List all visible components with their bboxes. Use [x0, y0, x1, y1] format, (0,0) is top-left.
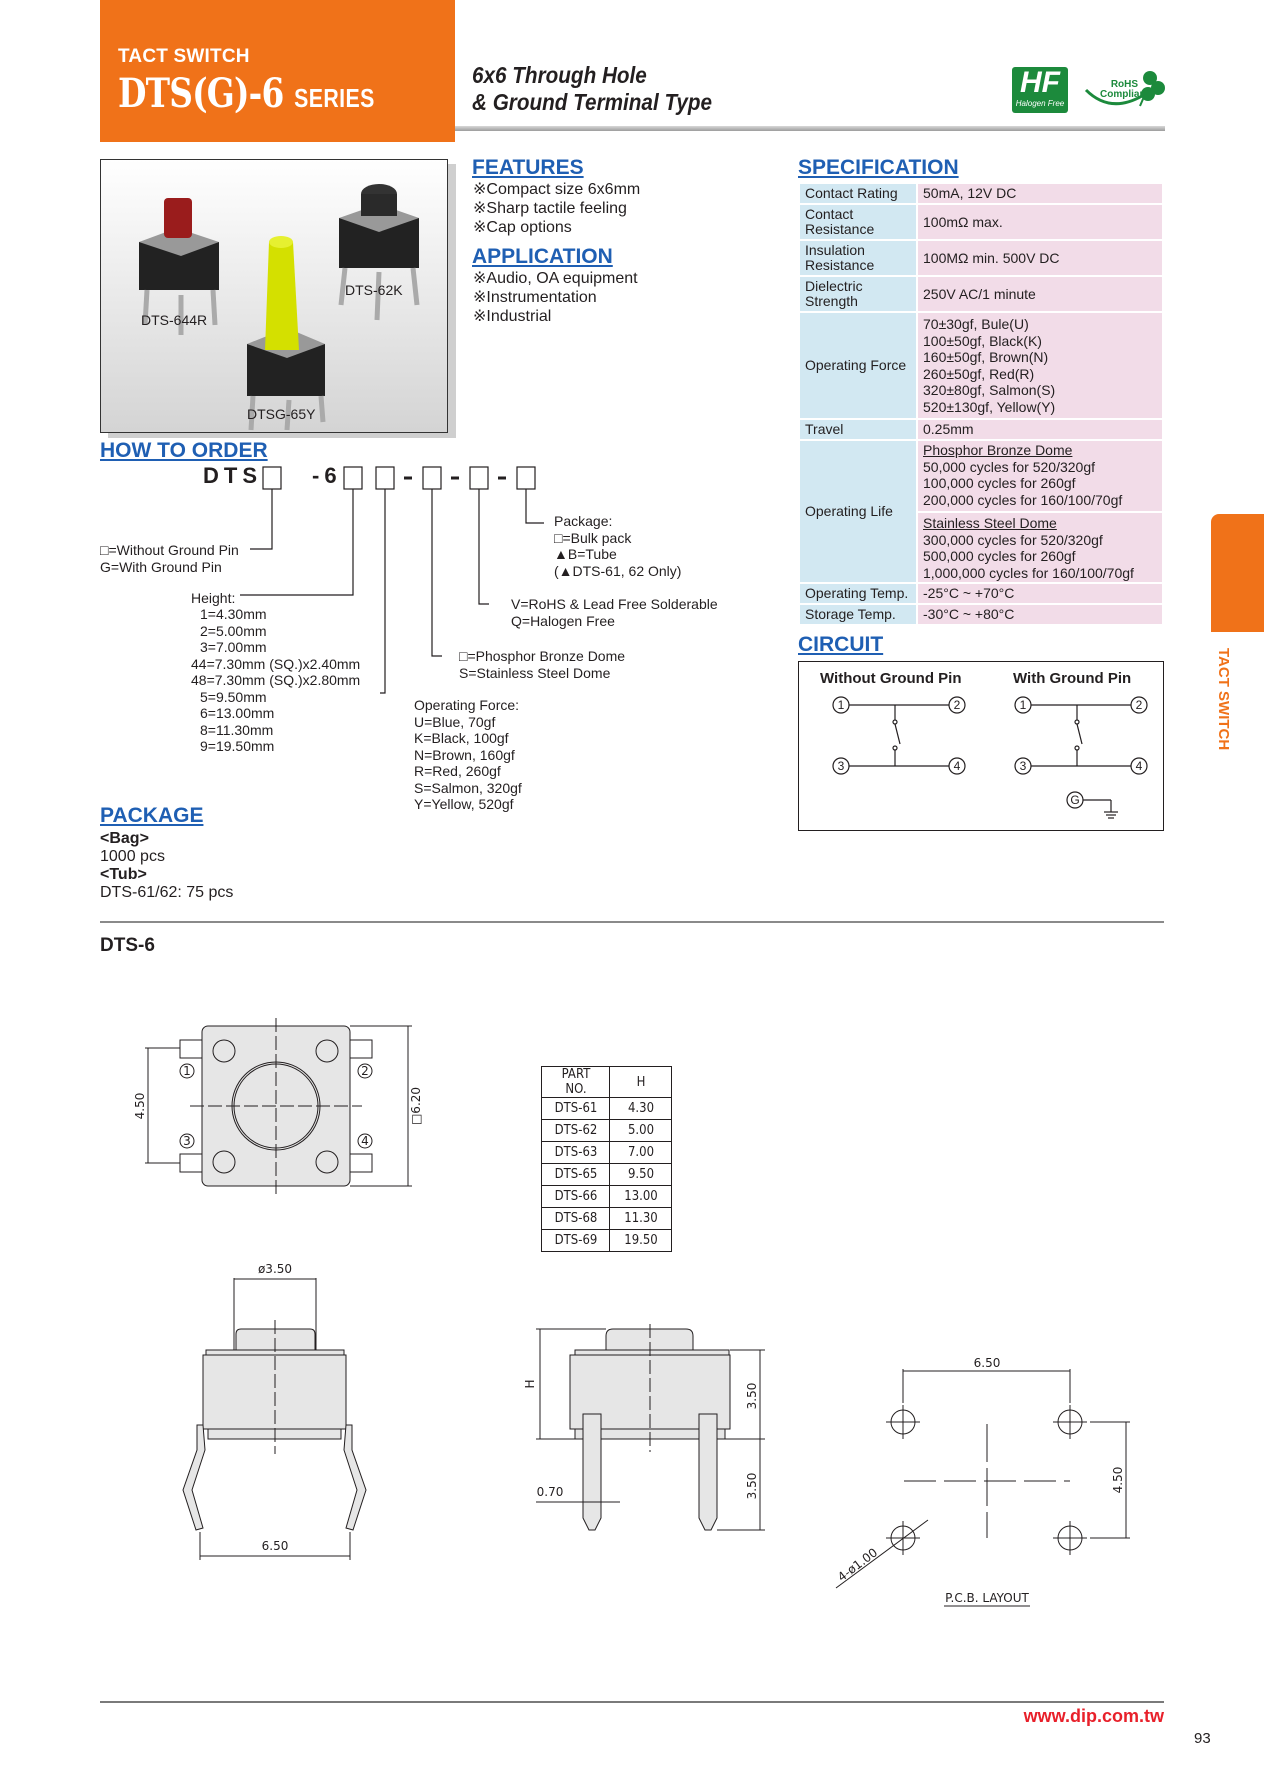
spec-row: Storage Temp. -30°C ~ +80°C [799, 604, 1163, 625]
spec-row: Contact Rating 50mA, 12V DC [799, 183, 1163, 204]
svg-text:H: H [523, 1379, 537, 1389]
svg-text:4: 4 [1135, 759, 1143, 773]
footer-url-link[interactable]: www.dip.com.tw [1023, 1706, 1164, 1726]
svg-text:G: G [1070, 793, 1080, 807]
svg-text:□6.20: □6.20 [409, 1086, 423, 1126]
part-number-table: PART NO. H DTS-61 4.30 DTS-62 5.00 DTS-63 7.00 DTS-65 9.50 DTS-66 13.00 DTS-68 11.30 DTS-69 19.50 [541, 1066, 672, 1252]
spec-row: Operating Force 70±30gf, Bule(U) 100±50gf, Black(K) 160±50gf, Brown(N) 260±50gf, Red(R) 320±80gf, Salmon(S) 520±130gf, Yellow(Y) [799, 312, 1163, 419]
header-rule [455, 126, 1165, 131]
halogen-free-badge: HF Halogen Free [1012, 67, 1068, 113]
svg-text:4: 4 [361, 1134, 369, 1148]
top-view-drawing [120, 1010, 440, 1210]
svg-text:1: 1 [183, 1064, 191, 1078]
specification-table [798, 182, 1164, 626]
features-heading: FEATURES [472, 156, 584, 179]
feature-item: ※Sharp tactile feeling [473, 200, 627, 217]
svg-text:2: 2 [361, 1064, 369, 1078]
photo-label-dts-644r: DTS-644R [141, 312, 208, 328]
photo-label-dts-62k: DTS-62K [345, 282, 403, 298]
order-package-options: Package: □=Bulk pack ▲B=Tube (▲DTS-61, 62 Only) [554, 513, 682, 579]
svg-text:3.50: 3.50 [745, 1472, 759, 1500]
order-force-list: Operating Force: U=Blue, 70gf K=Black, 100gf N=Brown, 160gf R=Red, 260gf S=Salmon, 320gf Y=Yellow, 520gf [414, 697, 522, 812]
svg-text:1: 1 [837, 698, 845, 712]
application-list [473, 269, 638, 326]
front-view-drawing [170, 1250, 400, 1560]
photo-label-dtsg-65y: DTSG-65Y [247, 406, 316, 422]
footer-rule [100, 1701, 1164, 1703]
svg-text:4.50: 4.50 [133, 1092, 147, 1120]
drawing-title: DTS-6 [100, 935, 155, 956]
section-divider [100, 921, 1164, 923]
svg-text:3: 3 [837, 759, 845, 773]
svg-text:6.50: 6.50 [261, 1539, 289, 1553]
circuit-without-ground-label: Without Ground Pin [820, 670, 962, 687]
circuit-diagram [798, 661, 1164, 831]
order-ground-options: □=Without Ground Pin G=With Ground Pin [100, 542, 239, 575]
specification-heading: SPECIFICATION [798, 156, 959, 179]
side-view-drawing [520, 1300, 780, 1560]
rohs-badge: RoHS Compliant [1080, 68, 1166, 112]
spec-row: Dielectric Strength 250V AC/1 minute [799, 276, 1163, 312]
package-heading: PACKAGE [100, 804, 204, 827]
how-to-order-heading: HOW TO ORDER [100, 439, 268, 462]
package-details: <Bag> 1000 pcs <Tub> DTS-61/62: 75 pcs [100, 830, 234, 901]
svg-text:4: 4 [953, 759, 961, 773]
order-code: DTS [203, 463, 262, 488]
side-tab-label: TACT SWITCH [1215, 648, 1232, 751]
circuit-schematic [799, 662, 1165, 832]
svg-text:3: 3 [183, 1134, 191, 1148]
series-title: DTS(G)-6 SERIES [118, 70, 375, 117]
features-list [473, 180, 640, 237]
svg-text:2: 2 [953, 698, 961, 712]
order-code-mid: -6 [312, 463, 342, 488]
circuit-with-ground-label: With Ground Pin [1013, 670, 1132, 687]
order-dome-options: □=Phosphor Bronze Dome S=Stainless Steel Dome [459, 648, 626, 681]
svg-text:ø3.50: ø3.50 [257, 1262, 293, 1276]
application-item: ※Audio, OA equipment [473, 270, 638, 287]
application-item: ※Industrial [473, 308, 552, 325]
spec-row: Insulation Resistance 100MΩ min. 500V DC [799, 240, 1163, 276]
svg-text:P.C.B. LAYOUT: P.C.B. LAYOUT [945, 1591, 1029, 1605]
order-height-list: 1=4.30mm 2=5.00mm 3=7.00mm 44=7.30mm (SQ.)x2.40mm 48=7.30mm (SQ.)x2.80mm 5=9.50mm 6=13.00mm 8=11.30mm 9=19.50mm [191, 606, 361, 754]
circuit-heading: CIRCUIT [798, 633, 884, 656]
page-number: 93 [1194, 1730, 1211, 1747]
svg-text:4.50: 4.50 [1111, 1466, 1125, 1494]
svg-text:3: 3 [1019, 759, 1027, 773]
svg-text:2: 2 [1135, 698, 1143, 712]
spec-row: Contact Resistance 100mΩ max. [799, 204, 1163, 240]
application-heading: APPLICATION [472, 245, 613, 268]
subtitle: 6x6 Through Hole & Ground Terminal Type [472, 62, 712, 115]
svg-text:6.50: 6.50 [973, 1356, 1001, 1370]
svg-text:4-ø1.00: 4-ø1.00 [834, 1545, 881, 1585]
feature-item: ※Cap options [473, 219, 572, 236]
side-tab [1211, 514, 1264, 632]
spec-row: Operating Life Phosphor Bronze Dome 50,000 cycles for 520/320gf 100,000 cycles for 260gf 200,000 cycles for 160/100/70gf Stainless Steel Dome 300,000 cycles for 520/320gf 500,000 cycles for 260gf 1,000,000 cycles for 160/100/70gf [799, 440, 1163, 583]
pcb-layout-drawing [820, 1330, 1160, 1620]
application-item: ※Instrumentation [473, 289, 597, 306]
category-label: TACT SWITCH [118, 46, 250, 67]
spec-row: Travel 0.25mm [799, 419, 1163, 440]
svg-text:1: 1 [1019, 698, 1027, 712]
order-height-title: Height: [191, 590, 236, 606]
svg-text:0.70: 0.70 [536, 1485, 564, 1499]
spec-row: Operating Temp. -25°C ~ +70°C [799, 583, 1163, 604]
feature-item: ※Compact size 6x6mm [473, 181, 641, 198]
product-photo [100, 159, 448, 433]
svg-text:3.50: 3.50 [745, 1382, 759, 1410]
order-rohs-options: V=RoHS & Lead Free Solderable Q=Halogen Free [511, 596, 718, 629]
